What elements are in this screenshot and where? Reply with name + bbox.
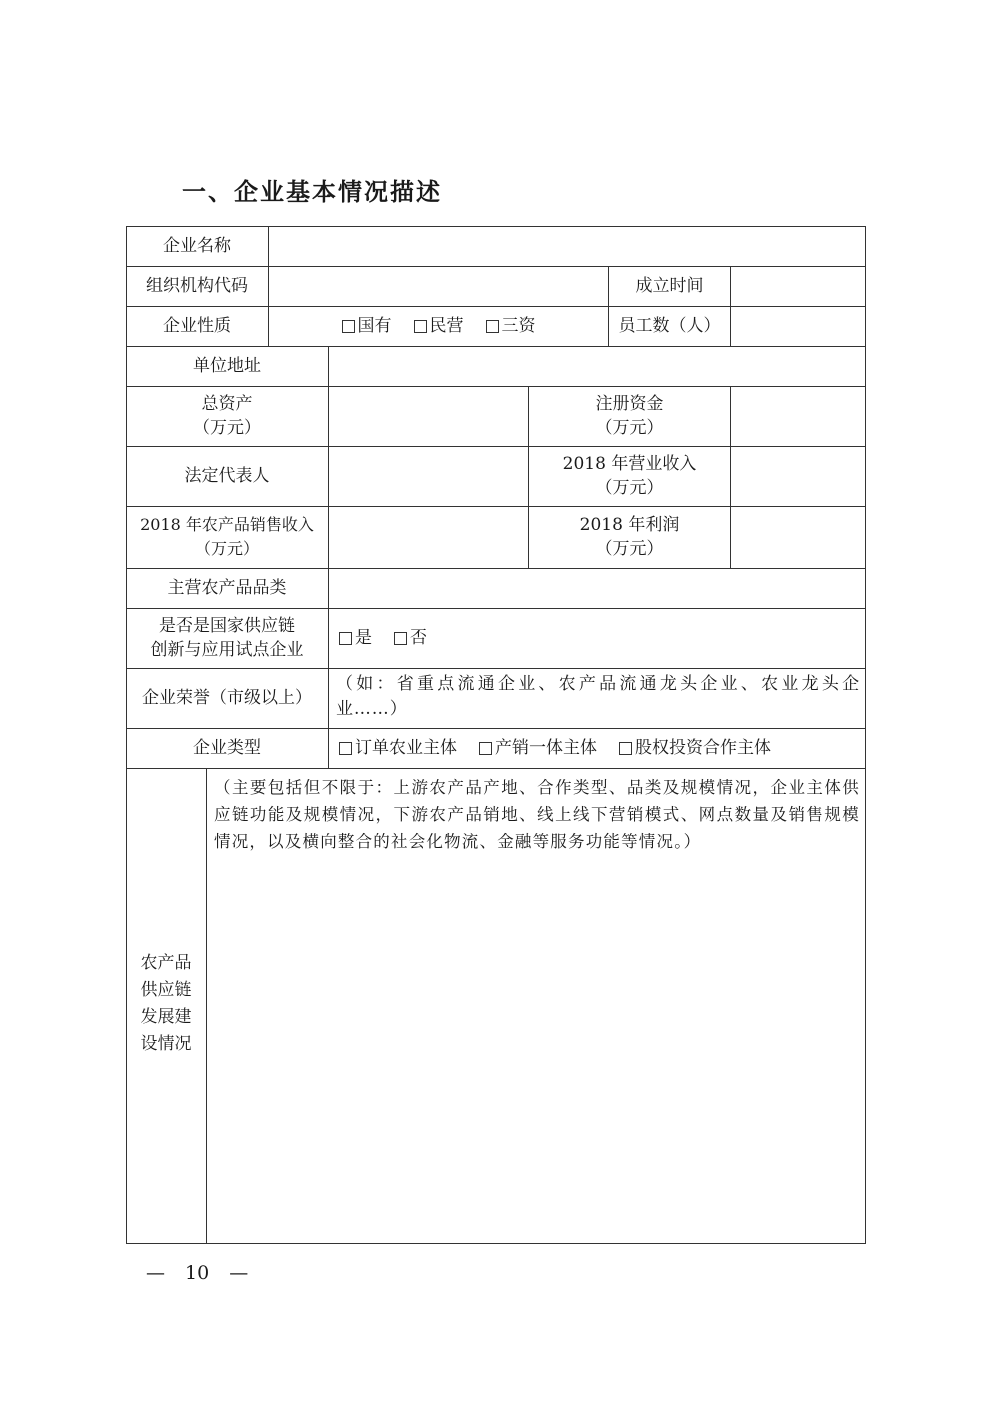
checkbox-icon xyxy=(619,742,632,755)
founded-label: 成立时间 xyxy=(635,276,704,296)
legal-rep-label: 法定代表人 xyxy=(184,466,270,486)
page-footer xyxy=(146,1262,248,1284)
section-heading: 一、企业基本情况描述 xyxy=(182,178,442,206)
registered-capital-label: 注册资金 （万元） xyxy=(595,394,664,438)
org-code-label: 组织机构代码 xyxy=(146,276,248,296)
company-info-form xyxy=(126,226,866,1244)
address-label: 单位地址 xyxy=(193,356,261,376)
checkbox-icon xyxy=(479,742,492,755)
checkbox-icon xyxy=(339,742,352,755)
honors-field[interactable]: （如：省重点流通企业、农产品流通龙头企业、农业龙头企业……） xyxy=(336,674,860,719)
pilot-option-yes[interactable]: 是 xyxy=(339,626,372,650)
profit-label: 2018 年利润 （万元） xyxy=(579,515,680,559)
checkbox-icon xyxy=(342,320,355,333)
revenue-field[interactable] xyxy=(731,446,866,506)
employees-label: 员工数（人） xyxy=(618,316,721,336)
supply-chain-label: 农产品 供应链 发展建 设情况 xyxy=(140,953,192,1054)
company-nature-options xyxy=(269,306,608,346)
pilot-options xyxy=(329,608,866,668)
registered-capital-field[interactable] xyxy=(731,386,866,446)
total-assets-label: 总资产 （万元） xyxy=(193,394,261,438)
profit-field[interactable] xyxy=(731,506,866,568)
main-category-label: 主营农产品品类 xyxy=(167,578,287,598)
nature-option-private[interactable]: 民营 xyxy=(414,314,464,338)
checkbox-icon xyxy=(486,320,499,333)
address-field[interactable] xyxy=(329,346,866,386)
type-option-integrated[interactable]: 产销一体主体 xyxy=(479,736,597,760)
checkbox-icon xyxy=(394,632,407,645)
column-divider xyxy=(206,768,207,1244)
footer-dash-left: — xyxy=(146,1262,165,1284)
type-options xyxy=(329,728,866,768)
company-name-field[interactable] xyxy=(269,226,866,266)
legal-rep-field[interactable] xyxy=(329,446,528,506)
checkbox-icon xyxy=(414,320,427,333)
nature-option-state[interactable]: 国有 xyxy=(342,314,392,338)
revenue-label: 2018 年营业收入 （万元） xyxy=(562,454,697,498)
supply-chain-field[interactable]: （主要包括但不限于：上游农产品产地、合作类型、品类及规模情况，企业主体供应链功能及规模情况，下游农产品销地、线上线下营销模式、网点数量及销售规模情况，以及横向整合的社会化物流、金融等服务功能等情况。） xyxy=(214,778,860,851)
nature-option-foreign[interactable]: 三资 xyxy=(486,314,536,338)
agri-sales-field[interactable] xyxy=(329,506,528,568)
founded-field[interactable] xyxy=(731,266,866,306)
org-code-field[interactable] xyxy=(269,266,608,306)
pilot-option-no[interactable]: 否 xyxy=(394,626,427,650)
type-option-equity[interactable]: 股权投资合作主体 xyxy=(619,736,771,760)
honors-label: 企业荣誉（市级以上） xyxy=(142,688,312,708)
company-nature-label: 企业性质 xyxy=(163,316,231,336)
type-option-order[interactable]: 订单农业主体 xyxy=(339,736,457,760)
agri-sales-label: 2018 年农产品销售收入 （万元） xyxy=(140,515,314,558)
employees-field[interactable] xyxy=(731,306,866,346)
pilot-label: 是否是国家供应链 创新与应用试点企业 xyxy=(150,616,304,660)
main-category-field[interactable] xyxy=(329,568,866,608)
checkbox-icon xyxy=(339,632,352,645)
row-divider xyxy=(126,768,866,769)
company-name-label: 企业名称 xyxy=(163,236,231,256)
footer-dash-right: — xyxy=(229,1262,249,1284)
type-label: 企业类型 xyxy=(193,738,261,758)
page-number: 10 xyxy=(185,1262,210,1284)
total-assets-field[interactable] xyxy=(329,386,528,446)
